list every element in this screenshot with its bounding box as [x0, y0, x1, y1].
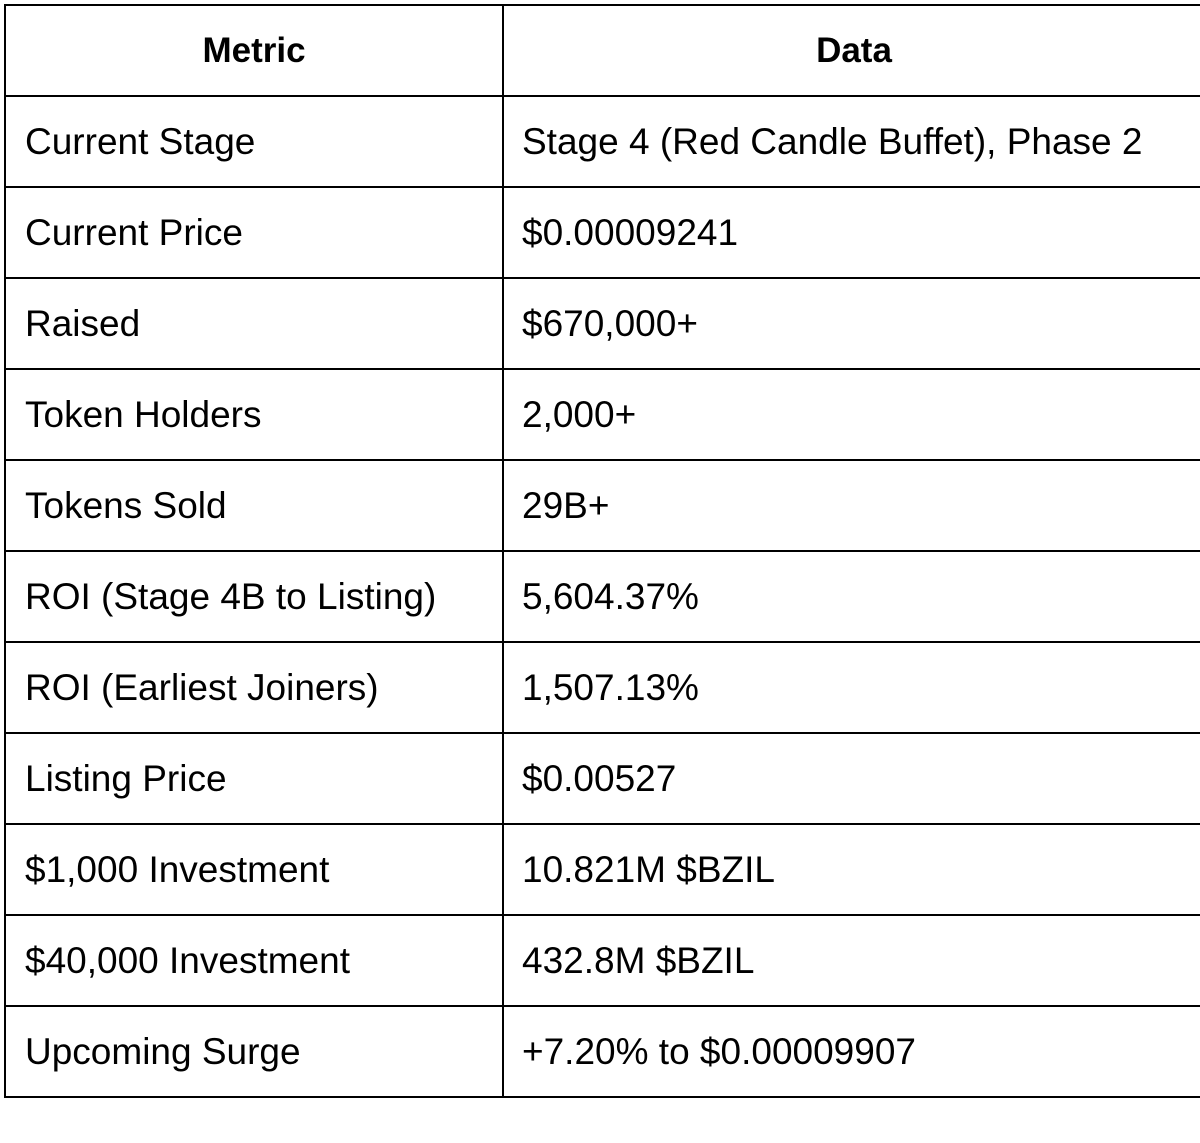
table-row — [5, 551, 1200, 642]
data-cell: +7.20% to $0.00009907 — [503, 1006, 1200, 1097]
column-header-metric: Metric — [5, 5, 503, 96]
metric-cell: Raised — [5, 278, 503, 369]
metric-cell: ROI (Earliest Joiners) — [5, 642, 503, 733]
table-row — [5, 1006, 1200, 1097]
table-row — [5, 96, 1200, 187]
metric-cell: Upcoming Surge — [5, 1006, 503, 1097]
table-row — [5, 824, 1200, 915]
metric-cell: Tokens Sold — [5, 460, 503, 551]
data-cell: $670,000+ — [503, 278, 1200, 369]
data-cell: $0.00527 — [503, 733, 1200, 824]
metric-cell: Listing Price — [5, 733, 503, 824]
metric-cell: Token Holders — [5, 369, 503, 460]
table-row — [5, 642, 1200, 733]
table-row — [5, 460, 1200, 551]
column-header-data: Data — [503, 5, 1200, 96]
data-cell: $0.00009241 — [503, 187, 1200, 278]
metric-cell: Current Price — [5, 187, 503, 278]
metric-cell: ROI (Stage 4B to Listing) — [5, 551, 503, 642]
metric-cell: Current Stage — [5, 96, 503, 187]
data-cell: 1,507.13% — [503, 642, 1200, 733]
table-row — [5, 369, 1200, 460]
metrics-table — [4, 4, 1200, 1098]
data-cell: 29B+ — [503, 460, 1200, 551]
data-cell: Stage 4 (Red Candle Buffet), Phase 2 — [503, 96, 1200, 187]
table-row — [5, 733, 1200, 824]
table-row — [5, 278, 1200, 369]
data-cell: 10.821M $BZIL — [503, 824, 1200, 915]
data-cell: 432.8M $BZIL — [503, 915, 1200, 1006]
table-header-row — [5, 5, 1200, 96]
data-cell: 5,604.37% — [503, 551, 1200, 642]
table-row — [5, 187, 1200, 278]
metric-cell: $40,000 Investment — [5, 915, 503, 1006]
table-row — [5, 915, 1200, 1006]
data-cell: 2,000+ — [503, 369, 1200, 460]
metric-cell: $1,000 Investment — [5, 824, 503, 915]
